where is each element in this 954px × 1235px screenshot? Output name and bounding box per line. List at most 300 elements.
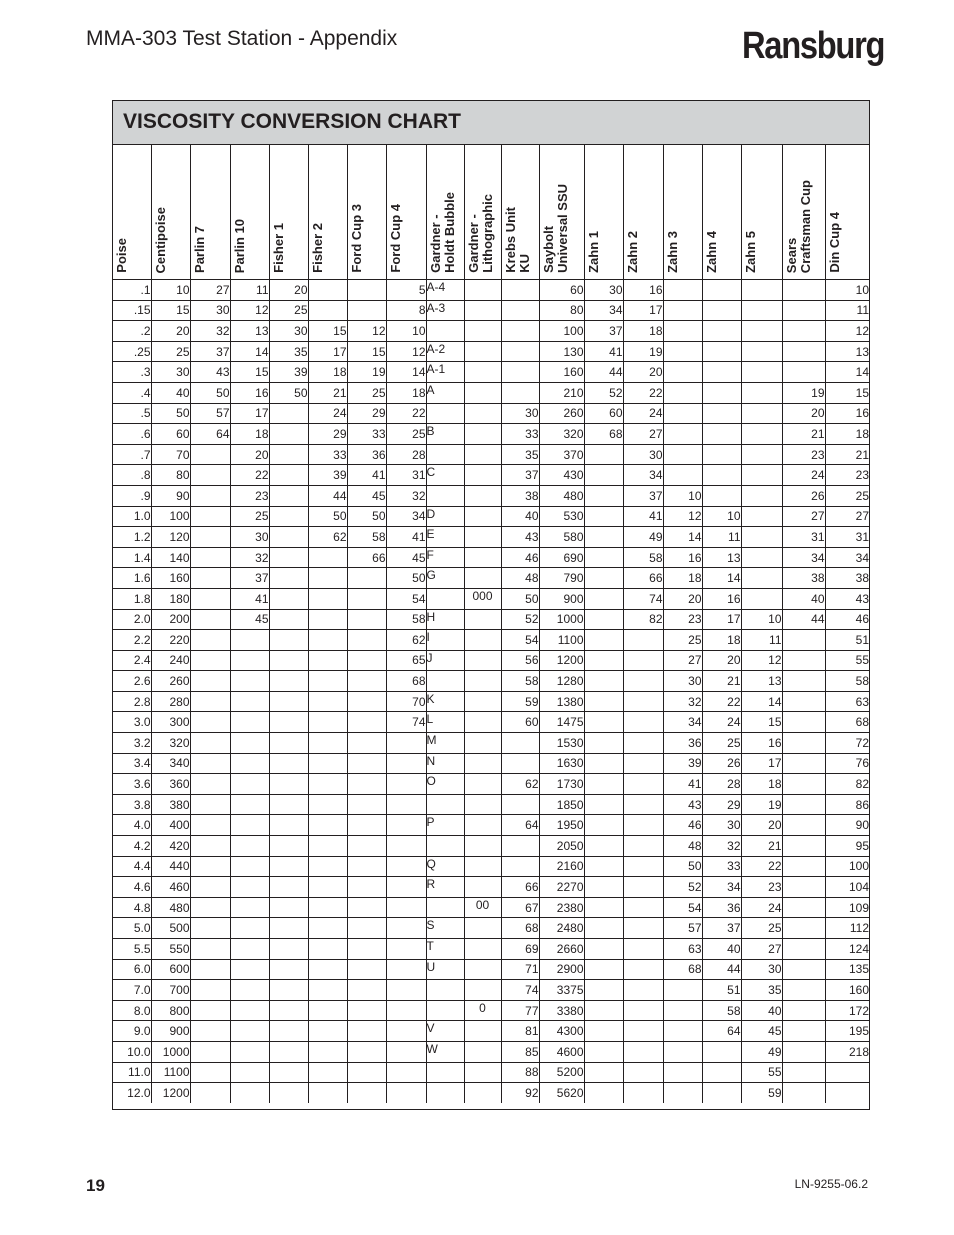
table-cell	[782, 1021, 825, 1042]
table-cell: 00	[464, 897, 501, 918]
table-cell: 30	[151, 362, 190, 383]
table-cell	[347, 1083, 386, 1104]
table-cell	[230, 836, 269, 857]
table-cell	[426, 321, 464, 342]
table-cell	[230, 897, 269, 918]
table-cell: 15	[347, 341, 386, 362]
table-cell	[269, 671, 308, 692]
table-cell: G	[426, 568, 464, 589]
table-cell: 1630	[539, 753, 584, 774]
table-cell	[782, 300, 825, 321]
table-cell	[782, 1000, 825, 1021]
table-cell	[464, 939, 501, 960]
table-cell: 55	[741, 1062, 782, 1083]
table-cell	[741, 547, 782, 568]
table-cell	[782, 691, 825, 712]
table-cell: 21	[741, 836, 782, 857]
table-cell: .2	[113, 321, 151, 342]
table-cell: 68	[663, 959, 702, 980]
table-cell	[663, 280, 702, 301]
table-cell: 58	[623, 547, 663, 568]
table-cell	[584, 1083, 623, 1104]
table-cell: 30	[623, 444, 663, 465]
table-cell: 1000	[539, 609, 584, 630]
table-cell: 400	[151, 815, 190, 836]
table-cell: 37	[623, 485, 663, 506]
table-row	[113, 382, 869, 403]
table-cell: 320	[539, 424, 584, 445]
table-cell: 41	[347, 465, 386, 486]
table-cell: P	[426, 815, 464, 836]
table-cell: 10	[663, 485, 702, 506]
table-cell: 44	[702, 959, 741, 980]
table-cell: 3.8	[113, 794, 151, 815]
table-cell: 18	[825, 424, 869, 445]
table-cell	[623, 856, 663, 877]
table-cell	[584, 959, 623, 980]
table-cell	[782, 1041, 825, 1062]
table-cell	[464, 1021, 501, 1042]
table-cell	[782, 753, 825, 774]
table-cell	[782, 712, 825, 733]
table-cell	[663, 424, 702, 445]
table-cell	[269, 753, 308, 774]
table-cell: 15	[151, 300, 190, 321]
table-cell: 11	[741, 630, 782, 651]
table-cell: 77	[501, 1000, 539, 1021]
table-cell	[426, 588, 464, 609]
table-cell: 19	[741, 794, 782, 815]
table-row	[113, 527, 869, 548]
table-cell: 2270	[539, 877, 584, 898]
table-cell: 440	[151, 856, 190, 877]
table-cell: 58	[347, 527, 386, 548]
table-cell	[347, 939, 386, 960]
table-cell	[464, 382, 501, 403]
table-cell: 10	[825, 280, 869, 301]
table-cell	[623, 897, 663, 918]
table-cell	[741, 424, 782, 445]
table-cell	[308, 1062, 347, 1083]
table-cell	[464, 856, 501, 877]
table-cell: 37	[501, 465, 539, 486]
table-cell: 45	[386, 547, 426, 568]
table-cell: 20	[151, 321, 190, 342]
table-cell: 33	[308, 444, 347, 465]
column-header-krebs-unit-ku	[501, 145, 539, 280]
table-cell	[190, 630, 230, 651]
table-cell: 18	[308, 362, 347, 383]
table-cell	[782, 939, 825, 960]
table-cell: U	[426, 959, 464, 980]
table-cell	[782, 959, 825, 980]
table-cell: 30	[501, 403, 539, 424]
table-cell: 13	[702, 547, 741, 568]
table-cell: A	[426, 382, 464, 403]
table-cell	[501, 300, 539, 321]
table-cell	[782, 650, 825, 671]
table-cell	[347, 650, 386, 671]
table-cell	[190, 568, 230, 589]
table-cell: 4.4	[113, 856, 151, 877]
table-cell	[464, 568, 501, 589]
table-cell	[464, 815, 501, 836]
table-cell	[308, 774, 347, 795]
table-cell: 109	[825, 897, 869, 918]
table-cell	[623, 918, 663, 939]
table-cell	[347, 918, 386, 939]
table-cell	[584, 547, 623, 568]
table-cell	[741, 300, 782, 321]
table-row	[113, 856, 869, 877]
table-cell	[584, 1021, 623, 1042]
table-cell: 1850	[539, 794, 584, 815]
table-cell: 27	[663, 650, 702, 671]
table-row	[113, 568, 869, 589]
table-cell	[782, 733, 825, 754]
table-cell: 31	[782, 527, 825, 548]
table-cell	[269, 856, 308, 877]
document-title: MMA-303 Test Station - Appendix	[86, 27, 398, 50]
table-cell: 160	[151, 568, 190, 589]
table-cell	[464, 1062, 501, 1083]
table-cell: 36	[663, 733, 702, 754]
table-cell	[464, 424, 501, 445]
table-cell: 52	[501, 609, 539, 630]
table-cell	[230, 650, 269, 671]
table-cell: 5	[386, 280, 426, 301]
table-cell	[308, 712, 347, 733]
column-header-label: Parlin 7	[191, 226, 207, 273]
table-cell: 3.4	[113, 753, 151, 774]
table-cell: 2.8	[113, 691, 151, 712]
table-cell: 18	[386, 382, 426, 403]
table-cell: 2.0	[113, 609, 151, 630]
table-cell: 59	[741, 1083, 782, 1104]
table-cell: 10	[386, 321, 426, 342]
table-cell: 100	[539, 321, 584, 342]
table-cell: 14	[663, 527, 702, 548]
table-cell: 20	[623, 362, 663, 383]
table-cell	[584, 918, 623, 939]
table-cell	[464, 630, 501, 651]
table-cell	[347, 733, 386, 754]
column-header-label: Ford Cup 3	[348, 204, 364, 273]
table-row	[113, 1083, 869, 1104]
table-cell: 460	[151, 877, 190, 898]
table-cell	[190, 671, 230, 692]
table-cell: 130	[539, 341, 584, 362]
table-cell	[782, 856, 825, 877]
table-cell: M	[426, 733, 464, 754]
table-cell: 20	[663, 588, 702, 609]
table-cell	[386, 980, 426, 1001]
table-cell: 5620	[539, 1083, 584, 1104]
table-cell	[269, 877, 308, 898]
table-cell	[190, 897, 230, 918]
table-cell: 180	[151, 588, 190, 609]
table-cell: 22	[741, 856, 782, 877]
column-header-fisher-1	[269, 145, 308, 280]
table-cell: 21	[308, 382, 347, 403]
table-cell: 120	[151, 527, 190, 548]
table-cell: 32	[663, 691, 702, 712]
table-cell: 1380	[539, 691, 584, 712]
column-header-sears-craftsman-cup	[782, 145, 825, 280]
table-cell	[347, 877, 386, 898]
table-cell: 13	[230, 321, 269, 342]
table-cell	[347, 980, 386, 1001]
table-cell: 52	[663, 877, 702, 898]
table-cell: 10	[702, 506, 741, 527]
table-cell	[190, 691, 230, 712]
table-cell	[741, 341, 782, 362]
table-cell: 58	[702, 1000, 741, 1021]
table-cell: 690	[539, 547, 584, 568]
table-cell: 260	[539, 403, 584, 424]
table-cell	[623, 774, 663, 795]
table-cell	[269, 650, 308, 671]
column-header-parlin-7	[190, 145, 230, 280]
table-cell: 23	[825, 465, 869, 486]
table-cell: S	[426, 918, 464, 939]
table-cell: 50	[190, 382, 230, 403]
table-cell	[386, 1021, 426, 1042]
table-cell	[386, 897, 426, 918]
table-row	[113, 444, 869, 465]
table-cell	[308, 609, 347, 630]
table-cell: 19	[623, 341, 663, 362]
table-cell: 900	[151, 1021, 190, 1042]
table-cell	[623, 939, 663, 960]
table-cell: 29	[347, 403, 386, 424]
table-cell: 50	[308, 506, 347, 527]
table-cell: 420	[151, 836, 190, 857]
table-cell: 27	[782, 506, 825, 527]
table-cell: 40	[501, 506, 539, 527]
table-cell: 10	[151, 280, 190, 301]
table-cell	[190, 836, 230, 857]
table-cell	[347, 856, 386, 877]
table-cell: 6.0	[113, 959, 151, 980]
table-cell: 0	[464, 1000, 501, 1021]
table-cell	[426, 444, 464, 465]
table-cell: 22	[230, 465, 269, 486]
column-header-parlin-10	[230, 145, 269, 280]
table-cell: 19	[347, 362, 386, 383]
table-cell	[663, 444, 702, 465]
table-cell: 40	[702, 939, 741, 960]
table-cell: 16	[741, 733, 782, 754]
table-cell: 195	[825, 1021, 869, 1042]
table-cell	[190, 1021, 230, 1042]
table-cell	[308, 588, 347, 609]
table-cell: D	[426, 506, 464, 527]
table-cell: 51	[702, 980, 741, 1001]
table-cell: 430	[539, 465, 584, 486]
table-cell: 20	[702, 650, 741, 671]
table-cell: 370	[539, 444, 584, 465]
table-cell: 30	[741, 959, 782, 980]
table-cell	[623, 815, 663, 836]
table-cell: 12	[741, 650, 782, 671]
table-cell	[584, 1041, 623, 1062]
table-cell	[623, 1000, 663, 1021]
table-cell	[190, 588, 230, 609]
table-cell: 11	[702, 527, 741, 548]
table-cell: A-1	[426, 362, 464, 383]
table-cell: 11	[825, 300, 869, 321]
table-cell	[623, 959, 663, 980]
table-cell	[584, 588, 623, 609]
table-cell	[190, 815, 230, 836]
table-cell	[308, 815, 347, 836]
table-cell	[269, 733, 308, 754]
table-cell: 1.0	[113, 506, 151, 527]
table-cell: 39	[663, 753, 702, 774]
table-cell	[702, 1041, 741, 1062]
column-header-label: Zahn 2	[624, 231, 640, 273]
table-cell	[663, 341, 702, 362]
table-cell: 32	[386, 485, 426, 506]
table-row	[113, 691, 869, 712]
table-cell: 18	[623, 321, 663, 342]
table-row	[113, 588, 869, 609]
table-cell	[464, 671, 501, 692]
table-cell	[190, 609, 230, 630]
table-cell: 15	[741, 712, 782, 733]
table-cell	[782, 918, 825, 939]
table-cell: 37	[230, 568, 269, 589]
table-cell	[269, 794, 308, 815]
table-cell: 124	[825, 939, 869, 960]
table-cell	[464, 794, 501, 815]
table-cell: 2660	[539, 939, 584, 960]
table-cell: 18	[702, 630, 741, 651]
table-cell: 1950	[539, 815, 584, 836]
table-cell: 17	[623, 300, 663, 321]
table-cell	[702, 300, 741, 321]
table-cell	[386, 918, 426, 939]
table-cell: 135	[825, 959, 869, 980]
table-cell	[308, 1021, 347, 1042]
table-cell	[464, 691, 501, 712]
table-cell	[464, 506, 501, 527]
table-cell	[269, 1021, 308, 1042]
table-cell	[347, 959, 386, 980]
table-cell	[269, 836, 308, 857]
table-cell	[269, 527, 308, 548]
table-cell	[782, 671, 825, 692]
table-cell: 48	[663, 836, 702, 857]
table-cell: 12	[663, 506, 702, 527]
table-cell: 67	[501, 897, 539, 918]
table-cell	[269, 444, 308, 465]
table-cell	[501, 280, 539, 301]
table-cell	[230, 959, 269, 980]
table-cell: 36	[347, 444, 386, 465]
table-cell	[190, 465, 230, 486]
table-cell: 3380	[539, 1000, 584, 1021]
table-row	[113, 300, 869, 321]
column-header-label: Zahn 5	[742, 231, 758, 273]
column-header-label: Zahn 3	[664, 231, 680, 273]
table-cell: 14	[741, 691, 782, 712]
table-cell: 18	[230, 424, 269, 445]
table-cell	[190, 1062, 230, 1083]
table-cell: 23	[230, 485, 269, 506]
table-cell: 17	[308, 341, 347, 362]
table-cell	[347, 630, 386, 651]
table-cell: 35	[269, 341, 308, 362]
table-row	[113, 918, 869, 939]
table-cell: 4.6	[113, 877, 151, 898]
table-cell: 100	[151, 506, 190, 527]
table-cell: 57	[190, 403, 230, 424]
table-cell	[741, 382, 782, 403]
table-cell	[308, 568, 347, 589]
table-cell: 480	[539, 485, 584, 506]
table-cell	[347, 815, 386, 836]
chart-header	[113, 101, 869, 145]
table-cell: 52	[584, 382, 623, 403]
table-cell: 4.2	[113, 836, 151, 857]
table-cell: 14	[230, 341, 269, 362]
table-cell	[584, 485, 623, 506]
table-cell	[347, 1021, 386, 1042]
table-cell	[308, 300, 347, 321]
table-cell	[386, 1041, 426, 1062]
table-cell: .8	[113, 465, 151, 486]
table-cell	[782, 877, 825, 898]
table-cell: 60	[501, 712, 539, 733]
column-header-poise	[113, 145, 151, 280]
table-cell: 200	[151, 609, 190, 630]
column-header-label: Fisher 2	[309, 223, 325, 273]
table-cell: 1200	[539, 650, 584, 671]
table-cell: 210	[539, 382, 584, 403]
table-cell	[702, 403, 741, 424]
table-cell	[347, 794, 386, 815]
table-cell	[464, 609, 501, 630]
table-cell: 1280	[539, 671, 584, 692]
table-cell: 34	[702, 877, 741, 898]
table-cell	[623, 733, 663, 754]
table-cell: A-2	[426, 341, 464, 362]
column-header-label: Ford Cup 4	[387, 204, 403, 273]
column-header-zahn-4	[702, 145, 741, 280]
table-cell	[623, 1083, 663, 1104]
table-cell	[426, 794, 464, 815]
table-cell	[269, 712, 308, 733]
table-row	[113, 815, 869, 836]
table-cell: 43	[663, 794, 702, 815]
table-cell	[308, 877, 347, 898]
table-cell	[464, 280, 501, 301]
table-cell	[230, 691, 269, 712]
table-cell	[623, 753, 663, 774]
table-cell: 2.4	[113, 650, 151, 671]
table-cell: 2900	[539, 959, 584, 980]
table-cell: 26	[782, 485, 825, 506]
table-cell	[464, 362, 501, 383]
table-cell: 25	[825, 485, 869, 506]
table-cell	[623, 836, 663, 857]
table-cell: 18	[741, 774, 782, 795]
table-cell	[230, 630, 269, 651]
table-cell: 30	[190, 300, 230, 321]
table-cell	[825, 1062, 869, 1083]
